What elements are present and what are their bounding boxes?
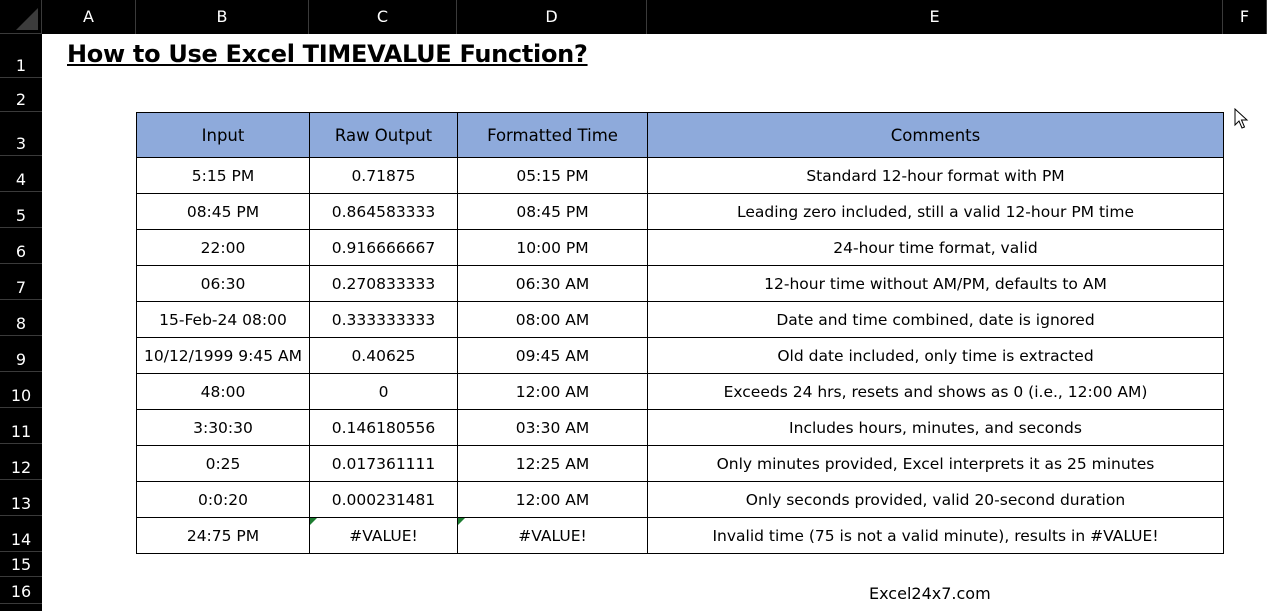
cell-formatted-time[interactable] (458, 518, 648, 554)
cell-value: 0.864583333 (331, 202, 436, 221)
cell-value: 10:00 PM (516, 238, 589, 257)
cell-input[interactable] (137, 230, 310, 266)
table-header-row (137, 113, 1224, 158)
row-header-2[interactable]: 2 (0, 78, 42, 112)
table-row (137, 482, 1224, 518)
cell-value: Only minutes provided, Excel interprets it as 25 minutes (716, 454, 1155, 473)
cell-comment[interactable] (648, 374, 1224, 410)
cell-value: 0 (378, 382, 389, 401)
cell-value: Exceeds 24 hrs, resets and shows as 0 (i.e., 12:00 AM) (723, 382, 1148, 401)
table-row (137, 374, 1224, 410)
column-header-f[interactable]: F (1223, 0, 1267, 34)
cell-formatted-time[interactable] (458, 446, 648, 482)
cell-raw-output[interactable] (310, 374, 458, 410)
select-all-triangle-icon (16, 8, 38, 30)
cell-formatted-time[interactable] (458, 410, 648, 446)
row-header-14[interactable]: 14 (0, 516, 42, 552)
cell-value: 12:25 AM (515, 454, 590, 473)
table-row (137, 266, 1224, 302)
cell-raw-output[interactable] (310, 518, 458, 554)
cell-raw-output[interactable] (310, 446, 458, 482)
cell-value: 0.000231481 (331, 490, 436, 509)
cell-input[interactable] (137, 266, 310, 302)
cell-value: 24-hour time format, valid (833, 238, 1038, 257)
cell-formatted-time[interactable] (458, 158, 648, 194)
cell-comment[interactable] (648, 518, 1224, 554)
table-row (137, 518, 1224, 554)
error-indicator-icon[interactable] (458, 518, 465, 525)
sheet-title[interactable]: How to Use Excel TIMEVALUE Function? (67, 40, 588, 68)
cell-value: #VALUE! (349, 526, 418, 545)
cell-input[interactable] (137, 518, 310, 554)
cell-value: 22:00 (200, 238, 246, 257)
cell-formatted-time[interactable] (458, 374, 648, 410)
row-header-12[interactable]: 12 (0, 444, 42, 480)
cell-raw-output[interactable] (310, 194, 458, 230)
select-all-corner[interactable] (0, 0, 42, 34)
cell-value: Only seconds provided, valid 20-second duration (745, 490, 1126, 509)
row-header-13[interactable]: 13 (0, 480, 42, 516)
table-row (137, 230, 1224, 266)
cell-input[interactable] (137, 446, 310, 482)
cell-value: 08:45 PM (516, 202, 589, 221)
row-header-10[interactable]: 10 (0, 372, 42, 408)
cell-value: Leading zero included, still a valid 12-hour PM time (737, 202, 1134, 221)
cell-value: #VALUE! (518, 526, 587, 545)
cell-comment[interactable] (648, 230, 1224, 266)
row-header-7[interactable]: 7 (0, 264, 42, 300)
cell-comment[interactable] (648, 158, 1224, 194)
row-header-4[interactable]: 4 (0, 156, 42, 192)
cell-comment[interactable] (648, 302, 1224, 338)
column-headers (42, 0, 1267, 34)
cell-formatted-time[interactable] (458, 482, 648, 518)
row-header-1[interactable]: 1 (0, 34, 42, 78)
cell-value: 3:30:30 (193, 418, 253, 437)
cell-value: 0.146180556 (331, 418, 436, 437)
cell-value: 05:15 PM (516, 166, 589, 185)
table-row (137, 338, 1224, 374)
column-header-c[interactable]: C (309, 0, 457, 34)
cell-formatted-time[interactable] (458, 230, 648, 266)
cell-formatted-time[interactable] (458, 194, 648, 230)
row-header-15[interactable]: 15 (0, 552, 42, 577)
header-comments[interactable]: Comments (648, 113, 1224, 158)
row-header-9[interactable]: 9 (0, 336, 42, 372)
cell-value: 06:30 AM (515, 274, 590, 293)
cell-raw-output[interactable] (310, 338, 458, 374)
table-row (137, 194, 1224, 230)
cell-value: 09:45 AM (515, 346, 590, 365)
cell-comment[interactable] (648, 266, 1224, 302)
cell-value: Invalid time (75 is not a valid minute), results in #VALUE! (712, 526, 1159, 545)
cell-formatted-time[interactable] (458, 266, 648, 302)
row-header-3[interactable]: 3 (0, 112, 42, 156)
cell-comment[interactable] (648, 482, 1224, 518)
cell-value: 48:00 (200, 382, 246, 401)
cell-value: Includes hours, minutes, and seconds (789, 418, 1082, 437)
column-header-b[interactable]: B (136, 0, 309, 34)
cell-value: 0.71875 (351, 166, 416, 185)
cell-raw-output[interactable] (310, 230, 458, 266)
cell-input[interactable] (137, 482, 310, 518)
cell-input[interactable] (137, 374, 310, 410)
cell-value: 03:30 AM (515, 418, 590, 437)
cell-raw-output[interactable] (310, 410, 458, 446)
cell-raw-output[interactable] (310, 158, 458, 194)
cell-value: Old date included, only time is extracted (777, 346, 1094, 365)
cell-value: 12:00 AM (515, 382, 590, 401)
cell-value: 0.333333333 (331, 310, 436, 329)
mouse-pointer-icon (1234, 108, 1250, 130)
cell-comment[interactable] (648, 338, 1224, 374)
cell-formatted-time[interactable] (458, 338, 648, 374)
cell-value: 0.916666667 (331, 238, 436, 257)
row-header-5[interactable]: 5 (0, 192, 42, 228)
column-header-a[interactable]: A (42, 0, 136, 34)
cell-value: 12:00 AM (515, 490, 590, 509)
cell-input[interactable] (137, 338, 310, 374)
column-header-e[interactable]: E (647, 0, 1223, 34)
timevalue-table (136, 112, 1224, 554)
cell-value: 0:25 (205, 454, 241, 473)
cell-raw-output[interactable] (310, 482, 458, 518)
cell-input[interactable] (137, 410, 310, 446)
cell-raw-output[interactable] (310, 266, 458, 302)
column-header-d[interactable]: D (457, 0, 647, 34)
row-header-8[interactable]: 8 (0, 300, 42, 336)
cell-comment[interactable] (648, 410, 1224, 446)
watermark-text[interactable]: Excel24x7.com (869, 584, 991, 603)
row-headers (0, 34, 42, 611)
cell-formatted-time[interactable] (458, 302, 648, 338)
cell-value: 12-hour time without AM/PM, defaults to AM (764, 274, 1107, 293)
cell-value: 06:30 (200, 274, 246, 293)
cell-input[interactable] (137, 194, 310, 230)
header-raw-output[interactable]: Raw Output (310, 113, 458, 158)
cell-value: 15-Feb-24 08:00 (159, 310, 287, 329)
cell-value: 24:75 PM (186, 526, 260, 545)
cell-input[interactable] (137, 302, 310, 338)
cell-value: 0.40625 (351, 346, 416, 365)
cell-value: 0:0:20 (198, 490, 248, 509)
cell-value: Date and time combined, date is ignored (776, 310, 1095, 329)
cell-comment[interactable] (648, 446, 1224, 482)
cell-value: 08:00 AM (515, 310, 590, 329)
row-header-16[interactable]: 16 (0, 577, 42, 604)
cell-value: Standard 12-hour format with PM (806, 166, 1065, 185)
table-row (137, 446, 1224, 482)
cell-value: 0.270833333 (331, 274, 436, 293)
cell-raw-output[interactable] (310, 302, 458, 338)
table-row (137, 302, 1224, 338)
row-header-6[interactable]: 6 (0, 228, 42, 264)
table-row (137, 410, 1224, 446)
error-indicator-icon[interactable] (310, 518, 317, 525)
table-row (137, 158, 1224, 194)
cell-input[interactable] (137, 158, 310, 194)
cell-value: 0.017361111 (331, 454, 436, 473)
cell-comment[interactable] (648, 194, 1224, 230)
cell-value: 08:45 PM (186, 202, 260, 221)
row-header-11[interactable]: 11 (0, 408, 42, 444)
cell-value: 5:15 PM (191, 166, 255, 185)
header-input[interactable]: Input (137, 113, 310, 158)
header-formatted-time[interactable]: Formatted Time (458, 113, 648, 158)
cell-value: 10/12/1999 9:45 AM (144, 346, 302, 365)
